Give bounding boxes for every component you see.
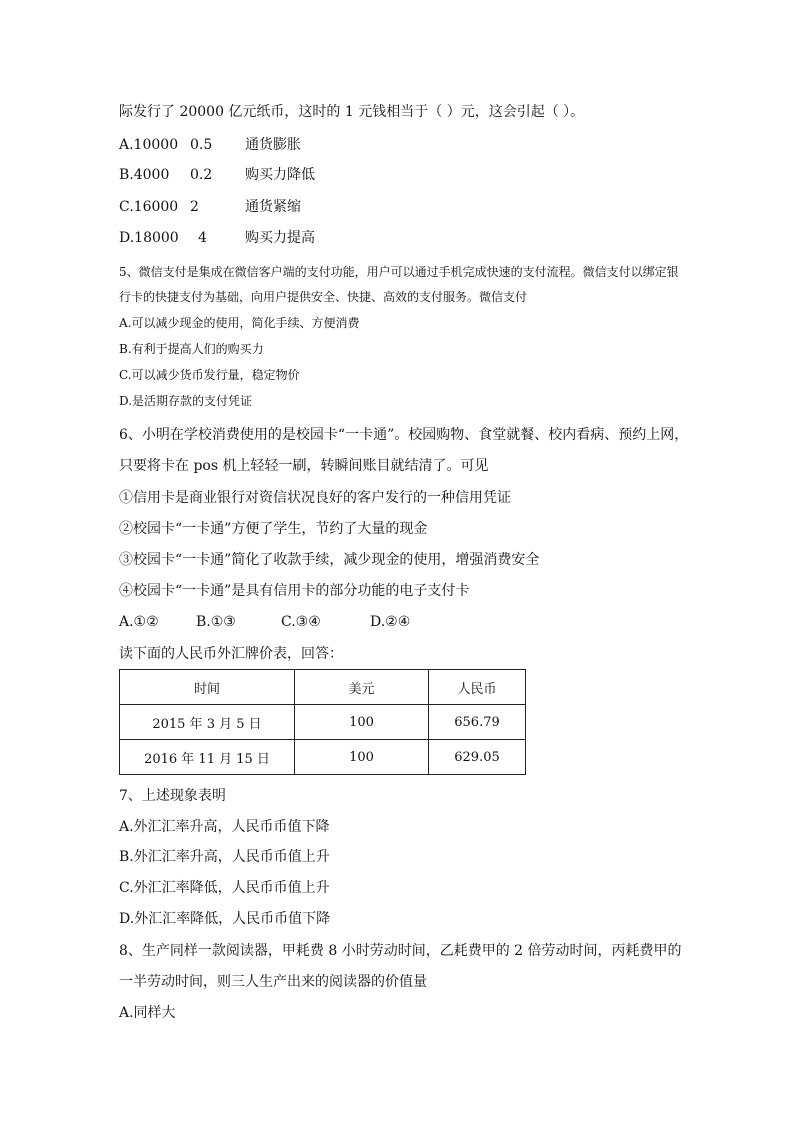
q5-option-c: C.可以减少货币发行量，稳定物价 — [119, 368, 300, 382]
option-number: 0.2 — [190, 167, 213, 183]
exchange-rate-table — [119, 669, 526, 775]
q8-stem-line2: 一半劳动时间，则三人生产出来的阅读器的价值量 — [119, 974, 427, 990]
option-letter: A.10000 — [119, 137, 179, 153]
option-text: 购买力提高 — [245, 230, 315, 246]
cell-usd: 100 — [295, 740, 429, 775]
cell-date: 2016 年 11 月 15 日 — [120, 740, 295, 775]
q7-stem: 7、上述现象表明 — [119, 788, 226, 804]
option-letter: D.18000 — [119, 230, 179, 246]
q5-option-a: A.可以减少现金的使用，简化手续、方便消费 — [119, 316, 360, 330]
q5-option-b: B.有利于提高人们的购买力 — [119, 342, 264, 356]
header-time: 时间 — [120, 670, 295, 705]
choice-d: D.②④ — [370, 614, 411, 630]
q6-statement-1: ①信用卡是商业银行对资信状况良好的客户发行的一种信用凭证 — [119, 490, 511, 506]
q7-option-c: C.外汇汇率降低，人民币币值上升 — [119, 880, 330, 896]
table-intro: 读下面的人民币外汇牌价表，回答： — [119, 646, 343, 662]
q6-stem-line2: 只要将卡在 pos 机上轻轻一刷，转瞬间账目就结清了。可见 — [119, 458, 489, 474]
option-number: 0.5 — [190, 137, 213, 153]
q6-statement-4: ④校园卡“一卡通”是具有信用卡的部分功能的电子支付卡 — [119, 583, 470, 599]
q8-option-a: A.同样大 — [119, 1005, 176, 1021]
header-usd: 美元 — [295, 670, 429, 705]
choice-b: B.①③ — [196, 614, 236, 630]
q5-option-d: D.是活期存款的支付凭证 — [119, 394, 253, 408]
q6-statement-2: ②校园卡“一卡通”方便了学生，节约了大量的现金 — [119, 521, 428, 537]
choice-a: A.①② — [119, 614, 159, 630]
option-number: 4 — [198, 230, 207, 246]
q5-stem-line2: 行卡的快捷支付为基础，向用户提供安全、快捷、高效的支付服务。微信支付 — [119, 290, 528, 304]
q7-option-b: B.外汇汇率升高，人民币币值上升 — [119, 849, 330, 865]
option-text: 通货膨胀 — [245, 137, 301, 153]
cell-rmb: 629.05 — [429, 740, 526, 775]
cell-rmb: 656.79 — [429, 705, 526, 740]
cell-date: 2015 年 3 月 5 日 — [120, 705, 295, 740]
q6-statement-3: ③校园卡“一卡通”简化了收款手续，减少现金的使用，增强消费安全 — [119, 552, 540, 568]
table-row — [120, 740, 526, 775]
q5-stem-line1: 5、微信支付是集成在微信客户端的支付功能，用户可以通过手机完成快速的支付流程。微信支付以绑定银 — [119, 265, 679, 279]
q7-option-a: A.外汇汇率升高，人民币币值下降 — [119, 819, 330, 835]
q7-option-d: D.外汇汇率降低，人民币币值下降 — [119, 911, 331, 927]
q8-stem-line1: 8、生产同样一款阅读器，甲耗费 8 小时劳动时间，乙耗费甲的 2 倍劳动时间，丙耗费甲的 — [119, 943, 682, 959]
option-letter: B.4000 — [119, 167, 170, 183]
table-header-row — [120, 670, 526, 705]
option-text: 通货紧缩 — [245, 199, 301, 215]
q4-stem: 际发行了 20000 亿元纸币，这时的 1 元钱相当于（ ）元，这会引起（ ）。 — [119, 104, 585, 120]
q6-stem-line1: 6、小明在学校消费使用的是校园卡“一卡通”。校园购物、食堂就餐、校内看病、预约上网， — [119, 427, 689, 443]
option-letter: C.16000 — [119, 199, 179, 215]
table-row — [120, 705, 526, 740]
cell-usd: 100 — [295, 705, 429, 740]
option-number: 2 — [190, 199, 199, 215]
choice-c: C.③④ — [281, 614, 321, 630]
option-text: 购买力降低 — [245, 167, 315, 183]
header-rmb: 人民币 — [429, 670, 526, 705]
